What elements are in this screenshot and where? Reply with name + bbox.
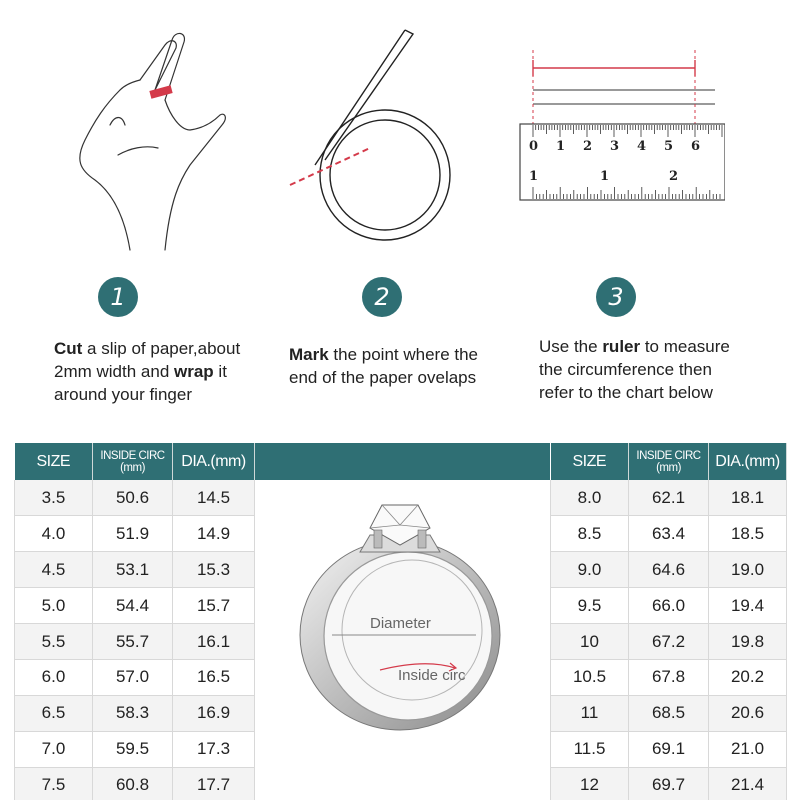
table-row	[551, 659, 787, 695]
cell-dia: 20.6	[709, 695, 787, 731]
ruler-number-2: 2	[583, 139, 593, 154]
table-row	[15, 624, 255, 660]
cell-circ: 53.1	[93, 552, 173, 588]
ruler-inch-number-b: 1	[600, 169, 610, 184]
cell-size: 10	[551, 624, 629, 660]
cell-size: 4.5	[15, 552, 93, 588]
table-row	[15, 588, 255, 624]
ruler-number-5: 5	[664, 139, 674, 154]
cell-circ: 63.4	[629, 516, 709, 552]
cell-circ: 59.5	[93, 731, 173, 767]
table-header-band	[254, 443, 550, 480]
cell-size: 6.0	[15, 659, 93, 695]
cell-size: 9.0	[551, 552, 629, 588]
size-chart-right	[550, 443, 787, 800]
cell-size: 6.5	[15, 695, 93, 731]
cell-dia: 16.5	[173, 659, 255, 695]
cell-dia: 14.5	[173, 480, 255, 516]
cell-circ: 69.7	[629, 767, 709, 800]
cell-size: 11	[551, 695, 629, 731]
table-row	[15, 767, 255, 800]
cell-size: 12	[551, 767, 629, 800]
step-3-number: 3	[596, 277, 636, 317]
cell-dia: 18.1	[709, 480, 787, 516]
header-dia: DIA.(mm)	[709, 443, 787, 480]
diameter-label: Diameter	[370, 615, 431, 632]
cell-size: 11.5	[551, 731, 629, 767]
table-row	[15, 480, 255, 516]
cell-dia: 17.7	[173, 767, 255, 800]
header-inside-circ: INSIDE CIRC (mm)	[93, 443, 173, 480]
ruler-inch-number-c: 2	[669, 169, 679, 184]
ring-illustration	[290, 490, 510, 740]
size-chart-left	[14, 443, 255, 800]
cell-dia: 16.9	[173, 695, 255, 731]
cell-size: 8.5	[551, 516, 629, 552]
cell-dia: 14.9	[173, 516, 255, 552]
cell-dia: 17.3	[173, 731, 255, 767]
step-1-number: 1	[98, 277, 138, 317]
paper-loop-illustration	[285, 20, 465, 250]
table-row	[551, 516, 787, 552]
table-row	[551, 588, 787, 624]
ruler-number-6: 6	[691, 139, 701, 154]
cell-dia: 16.1	[173, 624, 255, 660]
cell-circ: 54.4	[93, 588, 173, 624]
cell-dia: 20.2	[709, 659, 787, 695]
table-row	[15, 659, 255, 695]
cell-circ: 58.3	[93, 695, 173, 731]
header-inside-circ: INSIDE CIRC (mm)	[629, 443, 709, 480]
ruler-number-3: 3	[610, 139, 620, 154]
cell-size: 8.0	[551, 480, 629, 516]
step-1-instructions: Cut a slip of paper,about 2mm width and wrap it around your finger	[54, 339, 241, 404]
cell-dia: 15.3	[173, 552, 255, 588]
cell-dia: 18.5	[709, 516, 787, 552]
step-2-instructions: Mark the point where the end of the paper ovelaps	[289, 345, 479, 387]
table-row	[551, 695, 787, 731]
cell-size: 3.5	[15, 480, 93, 516]
cell-dia: 19.0	[709, 552, 787, 588]
cell-circ: 64.6	[629, 552, 709, 588]
cell-circ: 57.0	[93, 659, 173, 695]
cell-size: 9.5	[551, 588, 629, 624]
step-3-instructions: Use the ruler to measure the circumference then refer to the chart below	[539, 337, 730, 402]
step-2-number: 2	[362, 277, 402, 317]
hand-with-paper-illustration	[70, 20, 230, 255]
cell-circ: 51.9	[93, 516, 173, 552]
table-row	[551, 552, 787, 588]
cell-size: 5.0	[15, 588, 93, 624]
ruler-inch-number-a: 1	[529, 169, 539, 184]
cell-circ: 55.7	[93, 624, 173, 660]
header-dia: DIA.(mm)	[173, 443, 255, 480]
table-row	[15, 516, 255, 552]
cell-dia: 19.4	[709, 588, 787, 624]
cell-circ: 60.8	[93, 767, 173, 800]
ruler-number-4: 4	[637, 139, 647, 154]
table-row	[551, 731, 787, 767]
cell-dia: 21.0	[709, 731, 787, 767]
ruler-illustration	[515, 20, 725, 210]
cell-circ: 67.2	[629, 624, 709, 660]
cell-size: 7.5	[15, 767, 93, 800]
table-row	[551, 624, 787, 660]
ruler-number-1: 1	[556, 139, 566, 154]
table-row	[551, 767, 787, 800]
cell-size: 7.0	[15, 731, 93, 767]
table-row	[15, 695, 255, 731]
cell-size: 5.5	[15, 624, 93, 660]
cell-circ: 66.0	[629, 588, 709, 624]
cell-circ: 68.5	[629, 695, 709, 731]
ruler-number-0: 0	[529, 139, 539, 154]
cell-size: 10.5	[551, 659, 629, 695]
cell-circ: 50.6	[93, 480, 173, 516]
inside-circ-label: Inside circ	[398, 667, 466, 684]
cell-circ: 69.1	[629, 731, 709, 767]
cell-circ: 62.1	[629, 480, 709, 516]
cell-dia: 21.4	[709, 767, 787, 800]
cell-circ: 67.8	[629, 659, 709, 695]
table-row	[551, 480, 787, 516]
table-row	[15, 552, 255, 588]
table-row	[15, 731, 255, 767]
cell-size: 4.0	[15, 516, 93, 552]
cell-dia: 19.8	[709, 624, 787, 660]
header-size: SIZE	[551, 443, 629, 480]
header-size: SIZE	[15, 443, 93, 480]
cell-dia: 15.7	[173, 588, 255, 624]
paper-strip-on-finger	[149, 85, 172, 98]
